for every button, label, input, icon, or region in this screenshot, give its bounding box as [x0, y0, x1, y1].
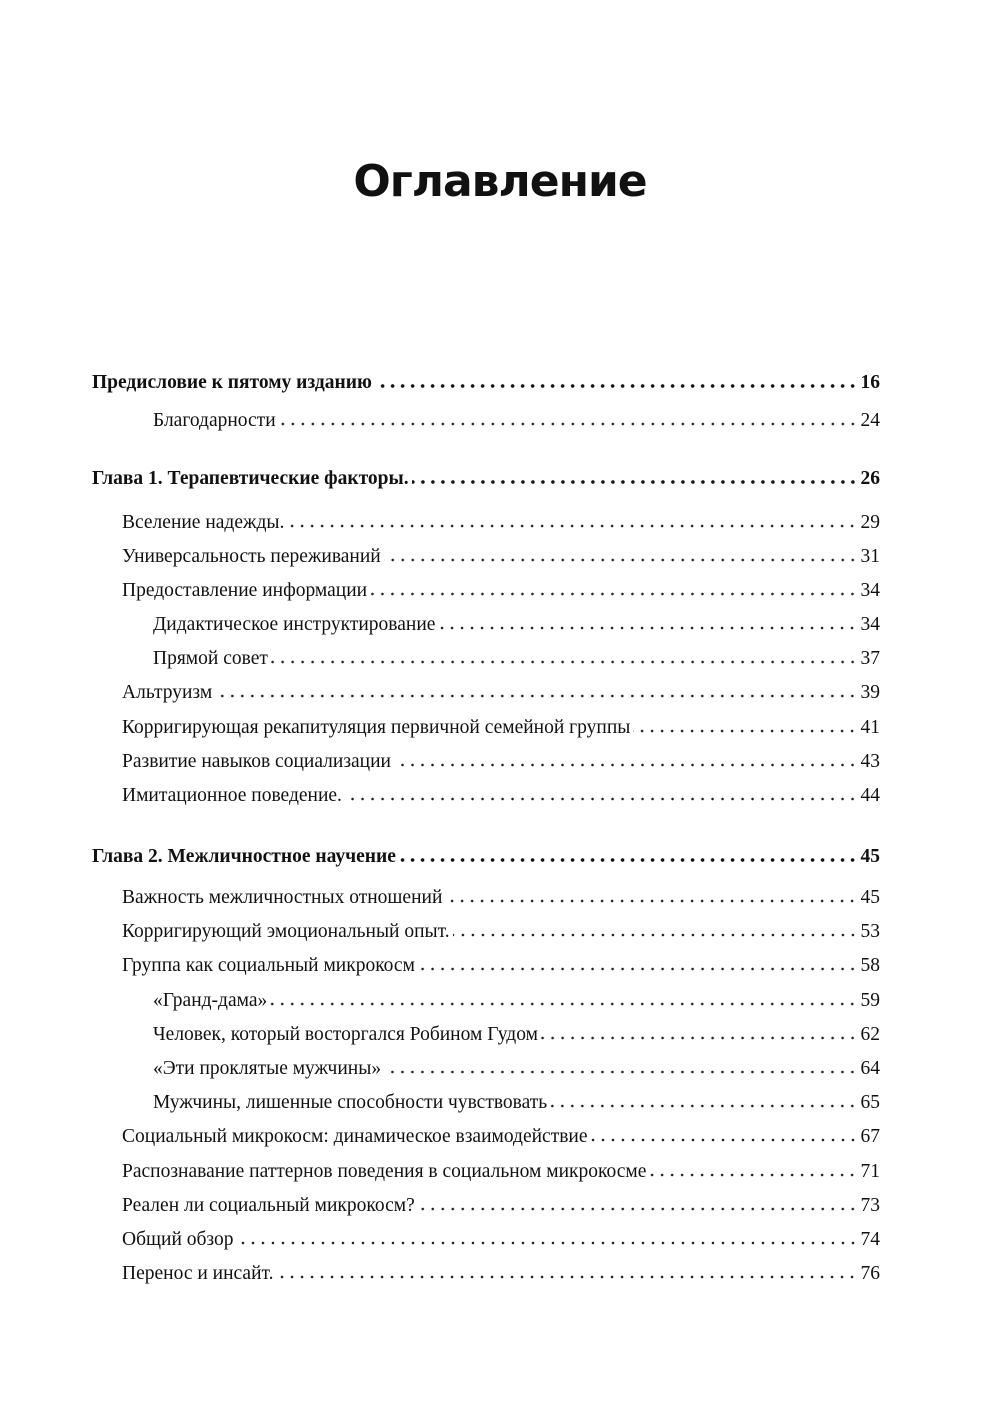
toc-entry-label: Универсальность переживаний	[122, 546, 381, 567]
toc-entry-page-number: 41	[860, 717, 880, 738]
toc-section-entry	[122, 1124, 880, 1150]
toc-section-entry	[122, 510, 880, 536]
toc-entry-label: Дидактическое инструктирование	[153, 614, 436, 635]
dot-leader	[649, 1173, 857, 1177]
dot-leader	[375, 384, 858, 388]
toc-entry-label: Мужчины, лишенные способности чувствовать	[153, 1092, 548, 1113]
toc-entry-page-number: 45	[860, 846, 880, 867]
toc-entry-label: Корригирующий эмоциональный опыт.	[122, 921, 450, 942]
toc-entry-page-number: 67	[860, 1126, 880, 1147]
toc-entry-label: Перенос и инсайт.	[122, 1263, 274, 1284]
dot-leader	[279, 422, 858, 426]
dot-leader	[418, 1207, 858, 1211]
toc-entry-label: «Эти проклятые мужчины»	[153, 1058, 382, 1079]
toc-section-entry	[122, 1193, 880, 1219]
toc-entry-page-number: 65	[860, 1092, 880, 1113]
toc-entry-page-number: 29	[860, 512, 880, 533]
toc-chapter-entry	[92, 370, 880, 396]
toc-entry-label: Предоставление информации	[122, 580, 368, 601]
toc-entry-page-number: 58	[860, 955, 880, 976]
toc-entry-page-number: 73	[860, 1195, 880, 1216]
toc-entry-page-number: 26	[860, 468, 880, 489]
toc-entry-page-number: 37	[860, 648, 880, 669]
toc-section-entry	[153, 612, 880, 638]
toc-entry-page-number: 16	[860, 372, 880, 393]
toc-entry-page-number: 62	[860, 1024, 880, 1045]
toc-entry-page-number: 34	[860, 614, 880, 635]
toc-entry-label: Глава 2. Межличностное научение	[92, 846, 396, 867]
toc-section-entry	[153, 408, 880, 434]
toc-entry-page-number: 34	[860, 580, 880, 601]
toc-entry-label: Корригирующая рекапитуляция первичной семейной группы	[122, 717, 631, 738]
dot-leader	[633, 729, 857, 733]
toc-entry-label: Альтруизм	[122, 682, 213, 703]
toc-entry-page-number: 76	[860, 1263, 880, 1284]
toc-entry-page-number: 24	[860, 410, 880, 431]
dot-leader	[237, 1241, 858, 1245]
toc-entry-page-number: 64	[860, 1058, 880, 1079]
toc-entry-label: Развитие навыков социализации	[122, 751, 391, 772]
toc-entry-page-number: 53	[860, 921, 880, 942]
toc-section-entry	[122, 953, 880, 979]
toc-entry-label: Группа как социальный микрокосм	[122, 955, 415, 976]
toc-entry-page-number: 71	[860, 1161, 880, 1182]
dot-leader	[412, 480, 858, 484]
toc-section-entry	[122, 1227, 880, 1253]
dot-leader	[399, 858, 858, 862]
toc-section-entry	[122, 1261, 880, 1287]
dot-leader	[445, 899, 857, 903]
toc-entry-label: Социальный микрокосм: динамическое взаимодействие	[122, 1126, 588, 1147]
dot-leader	[418, 967, 858, 971]
toc-section-entry	[122, 749, 880, 775]
toc-chapter-entry	[92, 466, 880, 492]
toc-chapter-entry	[92, 844, 880, 870]
toc-entry-label: Реален ли социальный микрокосм?	[122, 1195, 415, 1216]
toc-entry-page-number: 45	[860, 887, 880, 908]
toc-section-entry	[122, 544, 880, 570]
dot-leader	[438, 626, 857, 630]
toc-entry-label: Имитационное поведение.	[122, 785, 342, 806]
toc-section-entry	[153, 1090, 880, 1116]
dot-leader	[384, 1070, 857, 1074]
toc-entry-page-number: 44	[860, 785, 880, 806]
toc-entry-page-number: 39	[860, 682, 880, 703]
toc-section-entry	[153, 646, 880, 672]
toc-section-entry	[122, 680, 880, 706]
toc-section-entry	[122, 578, 880, 604]
toc-section-entry	[153, 1056, 880, 1082]
toc-section-entry	[122, 919, 880, 945]
toc-entry-label: Благодарности	[153, 410, 276, 431]
dot-leader	[384, 558, 858, 562]
dot-leader	[287, 524, 857, 528]
toc-section-entry	[122, 1159, 880, 1185]
toc-entry-page-number: 31	[860, 546, 880, 567]
dot-leader	[453, 933, 858, 937]
toc-section-entry	[122, 783, 880, 809]
toc-entry-label: Важность межличностных отношений	[122, 887, 443, 908]
dot-leader	[271, 660, 858, 664]
dot-leader	[550, 1104, 857, 1108]
toc-entry-label: «Гранд-дама»	[153, 990, 268, 1011]
dot-leader	[541, 1036, 858, 1040]
dot-leader	[394, 763, 858, 767]
toc-entry-page-number: 59	[860, 990, 880, 1011]
dot-leader	[215, 694, 857, 698]
toc-entry-label: Распознавание паттернов поведения в социальном микрокосме	[122, 1161, 647, 1182]
dot-leader	[276, 1275, 857, 1279]
toc-entry-label: Общий обзор	[122, 1229, 234, 1250]
dot-leader	[591, 1138, 858, 1142]
dot-leader	[345, 797, 858, 801]
toc-section-entry	[153, 1022, 880, 1048]
toc-entry-label: Прямой совет	[153, 648, 268, 669]
toc-entry-page-number: 74	[860, 1229, 880, 1250]
dot-leader	[370, 592, 857, 596]
toc-section-entry	[153, 988, 880, 1014]
dot-leader	[270, 1002, 857, 1006]
toc-entry-label: Вселение надежды.	[122, 512, 285, 533]
toc-entry-page-number: 43	[860, 751, 880, 772]
toc-section-entry	[122, 885, 880, 911]
toc-entry-label: Глава 1. Терапевтические факторы.	[92, 468, 409, 489]
page-title: Оглавление	[353, 156, 647, 207]
toc-entry-label: Предисловие к пятому изданию	[92, 372, 372, 393]
toc-section-entry	[122, 715, 880, 741]
toc-entry-label: Человек, который восторгался Робином Гудом	[153, 1024, 538, 1045]
